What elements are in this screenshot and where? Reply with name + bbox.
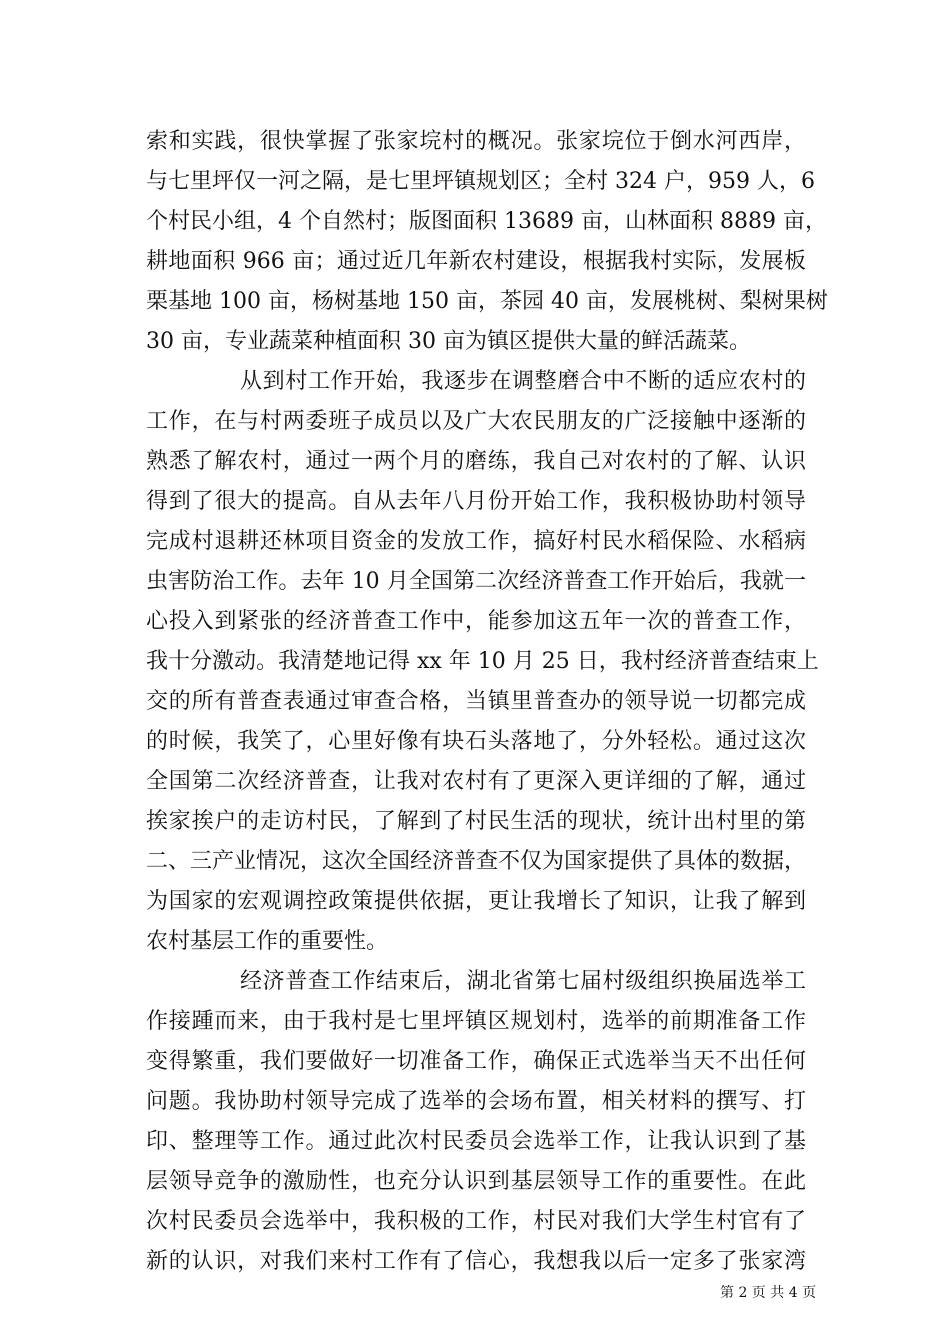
paragraph-first-line: 从到村工作开始，我逐步在调整磨合中不断的适应农村的: [240, 369, 806, 394]
text-line: 熟悉了解农村，通过一两个月的磨练，我自己对农村的了解、认识: [146, 449, 806, 474]
text-line: 工作，在与村两委班子成员以及广大农民朋友的广泛接触中逐渐的: [146, 409, 806, 434]
text-line: 得到了很大的提高。自从去年八月份开始工作，我积极协助村领导: [146, 489, 806, 514]
text-line: 与七里坪仅一河之隔，是七里坪镇规划区；全村 324 户，959 人，6: [146, 169, 815, 194]
text-line: 挨家挨户的走访村民，了解到了村民生活的现状，统计出村里的第: [146, 809, 806, 834]
text-line: 我十分激动。我清楚地记得 xx 年 10 月 25 日，我村经济普查结束上: [146, 649, 819, 674]
paragraph-first-line: 经济普查工作结束后，湖北省第七届村级组织换届选举工: [240, 969, 806, 994]
text-line: 全国第二次经济普查，让我对农村有了更深入更详细的了解，通过: [146, 769, 806, 794]
text-line: 索和实践，很快掌握了张家垸村的概况。张家垸位于倒水河西岸，: [146, 129, 806, 154]
text-line: 问题。我协助村领导完成了选举的会场布置，相关材料的撰写、打: [146, 1089, 806, 1114]
text-line: 虫害防治工作。去年 10 月全国第二次经济普查工作开始后，我就一: [146, 569, 806, 594]
text-line: 栗基地 100 亩，杨树基地 150 亩，茶园 40 亩，发展桃树、梨树果树: [146, 289, 828, 314]
text-line: 耕地面积 966 亩；通过近几年新农村建设，根据我村实际，发展板: [146, 249, 806, 274]
text-line: 完成村退耕还林项目资金的发放工作，搞好村民水稻保险、水稻病: [146, 529, 806, 554]
text-line: 层领导竞争的激励性，也充分认识到基层领导工作的重要性。在此: [146, 1169, 806, 1194]
text-line: 作接踵而来，由于我村是七里坪镇区规划村，选举的前期准备工作: [146, 1009, 806, 1034]
text-line: 变得繁重，我们要做好一切准备工作，确保正式选举当天不出任何: [146, 1049, 806, 1074]
text-line: 交的所有普查表通过审查合格，当镇里普查办的领导说一切都完成: [146, 689, 806, 714]
text-line: 为国家的宏观调控政策提供依据，更让我增长了知识，让我了解到: [146, 889, 806, 914]
text-line: 30 亩，专业蔬菜种植面积 30 亩为镇区提供大量的鲜活蔬菜。: [146, 329, 751, 354]
text-line: 次村民委员会选举中，我积极的工作，村民对我们大学生村官有了: [146, 1209, 806, 1234]
text-line: 新的认识，对我们来村工作有了信心，我想我以后一定多了张家湾: [146, 1249, 806, 1274]
page-number-footer: 第 2 页 共 4 页: [720, 1285, 817, 1301]
text-line: 印、整理等工作。通过此次村民委员会选举工作，让我认识到了基: [146, 1129, 806, 1154]
text-line: 心投入到紧张的经济普查工作中，能参加这五年一次的普查工作，: [146, 609, 806, 634]
text-line: 个村民小组，4 个自然村；版图面积 13689 亩，山林面积 8889 亩，: [146, 209, 827, 234]
text-line: 农村基层工作的重要性。: [146, 929, 389, 954]
text-line: 二、三产业情况，这次全国经济普查不仅为国家提供了具体的数据，: [146, 849, 807, 874]
text-line: 的时候，我笑了，心里好像有块石头落地了，分外轻松。通过这次: [146, 729, 806, 754]
